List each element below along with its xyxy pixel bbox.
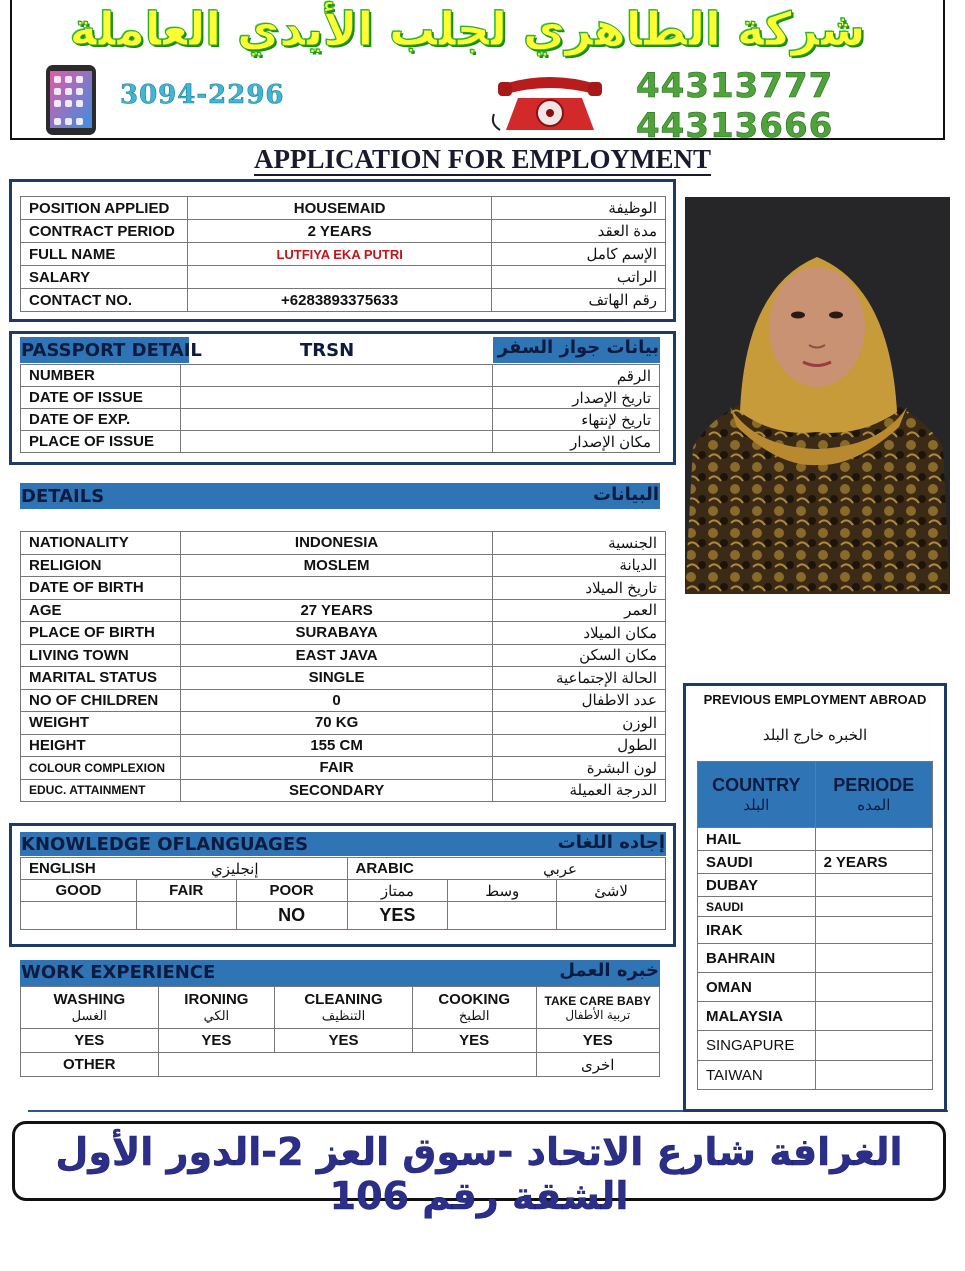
table-row [698,1031,933,1061]
children-label: NO OF CHILDREN [21,689,181,712]
passport-value: TRSN [300,340,355,361]
english-poor-value: NO [236,902,347,930]
company-name: شركة الطاهري لجلب الأيدي العاملة [69,2,866,56]
phone-number-1: 44313777 [636,66,834,106]
country-header [698,762,816,828]
table-row [21,431,660,453]
complexion-value: FAIR [180,757,492,780]
issue-date-label-ar: تاريخ الإصدار [493,387,660,409]
period-cell [815,828,932,851]
level-fair: FAIR [136,880,236,902]
nationality-label: NATIONALITY [21,532,181,555]
fullname-label: FULL NAME [21,243,188,266]
other-label-ar: اخرى [536,1053,660,1077]
table-row [21,757,666,780]
height-label-ar: الطول [493,734,666,757]
education-label-ar: الدرجة العميلة [493,779,666,802]
english-cell [21,858,348,880]
birthplace-label: PLACE OF BIRTH [21,622,181,645]
table-row [21,1029,660,1053]
languages-table [20,857,666,930]
children-label-ar: عدد الاطفال [493,689,666,712]
expiry-date-label: DATE OF EXP. [21,409,181,431]
cooking-label-ar: الطبخ [458,1008,490,1023]
footer-address: الغرافة شارع الاتحاد -سوق العز 2-الدور الأول الشقة رقم 106 [55,1130,903,1218]
living-town-value: EAST JAVA [180,644,492,667]
english-good-cell [21,902,137,930]
passport-number-label-ar: الرقم [493,365,660,387]
complexion-label: COLOUR COMPLEXION [21,757,181,780]
age-label-ar: العمر [493,599,666,622]
passport-number-label: NUMBER [21,365,181,387]
age-label: AGE [21,599,181,622]
period-cell [815,1061,932,1090]
passport-number-value [180,365,492,387]
table-row [698,1002,933,1031]
height-value: 155 CM [180,734,492,757]
country-cell: SAUDI [698,897,816,917]
nationality-value: INDONESIA [180,532,492,555]
arabic-excellent-value: YES [347,902,448,930]
mobile-phone-icon [44,64,98,140]
country-cell: OMAN [698,973,816,1002]
period-header [815,762,932,828]
level-medium-ar: وسط [448,880,557,902]
height-label: HEIGHT [21,734,181,757]
arabic-cell [347,858,666,880]
country-cell: DUBAY [698,874,816,897]
salary-label-ar: الراتب [492,266,666,289]
period-cell [815,917,932,944]
level-good: GOOD [21,880,137,902]
previous-title: PREVIOUS EMPLOYMENT ABROAD [703,692,927,707]
fullname-label-ar: الإسم كامل [492,243,666,266]
table-row [698,897,933,917]
table-row [21,622,666,645]
country-cell: IRAK [698,917,816,944]
dob-label-ar: تاريخ الميلاد [493,577,666,600]
previous-table [697,761,933,1090]
table-row [21,266,666,289]
previous-title-ar: الخبره خارج البلد [762,727,868,744]
contract-value: 2 YEARS [187,220,491,243]
other-label: OTHER [21,1053,159,1077]
table-row [21,365,660,387]
babycare-header [536,987,660,1029]
table-row [21,644,666,667]
application-table [20,196,666,312]
level-poor: POOR [236,880,347,902]
table-row [21,289,666,312]
position-value: HOUSEMAID [187,197,491,220]
form-title-text: APPLICATION FOR EMPLOYMENT [254,144,711,174]
table-row [698,944,933,973]
table-row [21,689,666,712]
table-row [21,1053,660,1077]
english-label-ar: إنجليزي [210,860,259,878]
cleaning-label-ar: التنظيف [321,1008,366,1023]
living-town-label: LIVING TOWN [21,644,181,667]
english-label: ENGLISH [29,859,96,877]
cooking-header [412,987,536,1029]
expiry-date-value [180,409,492,431]
arabic-label: ARABIC [355,859,414,877]
phone-number-2: 44313666 [636,106,834,146]
country-cell: TAIWAN [698,1061,816,1090]
passport-table [20,364,660,453]
work-title: WORK EXPERIENCE [21,962,216,983]
table-row [21,387,660,409]
babycare-label-ar: تربية الأطفال [565,1007,631,1022]
position-label-ar: الوظيفة [492,197,666,220]
marital-label: MARITAL STATUS [21,667,181,690]
salary-label: SALARY [21,266,188,289]
cleaning-header [275,987,413,1029]
issue-place-label-ar: مكان الإصدار [493,431,660,453]
dob-value [180,577,492,600]
marital-value: SINGLE [180,667,492,690]
work-table [20,986,660,1077]
ironing-label: IRONING [184,991,249,1008]
table-row [698,851,933,874]
education-value: SECONDARY [180,779,492,802]
details-title: DETAILS [21,486,105,507]
table-row [21,987,660,1029]
education-label: EDUC. ATTAINMENT [21,779,181,802]
period-cell [815,973,932,1002]
period-cell [815,1002,932,1031]
table-row [21,220,666,243]
passport-title-ar: بيانات جواز السفر [497,337,659,358]
level-excellent-ar: ممتاز [347,880,448,902]
fullname-value: LUTFIYA EKA PUTRI [187,243,491,266]
details-table [20,531,666,802]
table-row [698,828,933,851]
table-row [21,409,660,431]
birthplace-label-ar: مكان الميلاد [493,622,666,645]
contract-label: CONTRACT PERIOD [21,220,188,243]
country-cell: SAUDI [698,851,816,874]
children-value: 0 [180,689,492,712]
table-row [21,197,666,220]
table-row [698,762,933,828]
applicant-photo [685,197,950,594]
washing-label: WASHING [53,991,126,1008]
expiry-date-label-ar: تاريخ لإنتهاء [493,409,660,431]
nationality-label-ar: الجنسية [493,532,666,555]
english-fair-cell [136,902,236,930]
religion-label: RELIGION [21,554,181,577]
form-title [0,144,965,175]
issue-date-label: DATE OF ISSUE [21,387,181,409]
period-cell [815,944,932,973]
table-row [21,779,666,802]
passport-title: PASSPORT DETAIL [21,340,202,361]
table-row [21,532,666,555]
table-row [698,874,933,897]
table-row [21,712,666,735]
table-row [698,1061,933,1090]
country-cell: BAHRAIN [698,944,816,973]
table-row [21,577,666,600]
ironing-value: YES [158,1029,275,1053]
table-row [698,917,933,944]
work-title-ar: خبره العمل [559,960,659,981]
washing-value: YES [21,1029,159,1053]
country-header-label-ar: البلد [743,797,770,814]
babycare-value: YES [536,1029,660,1053]
table-row [21,734,666,757]
table-row [21,667,666,690]
issue-place-value [180,431,492,453]
weight-value: 70 KG [180,712,492,735]
period-cell [815,874,932,897]
cleaning-value: YES [275,1029,413,1053]
position-label: POSITION APPLIED [21,197,188,220]
birthplace-value: SURABAYA [180,622,492,645]
languages-title-ar: إجاده اللغات [557,832,665,853]
country-cell: MALAYSIA [698,1002,816,1031]
living-town-label-ar: مكان السكن [493,644,666,667]
details-title-ar: البيانات [593,484,659,505]
telephone-icon [490,74,610,138]
period-cell [815,897,932,917]
period-cell: 2 YEARS [815,851,932,874]
country-cell: HAIL [698,828,816,851]
period-header-label: PERIODE [833,775,915,795]
washing-header [21,987,159,1029]
arabic-none-cell [557,902,666,930]
level-none-ar: لاشئ [557,880,666,902]
weight-label-ar: الوزن [493,712,666,735]
languages-title: KNOWLEDGE OFLANGUAGES [21,834,309,855]
table-row [21,554,666,577]
country-header-label: COUNTRY [712,775,801,795]
contact-label: CONTACT NO. [21,289,188,312]
contract-label-ar: مدة العقد [492,220,666,243]
issue-date-value [180,387,492,409]
complexion-label-ar: لون البشرة [493,757,666,780]
babycare-label: TAKE CARE BABY [544,993,651,1008]
washing-label-ar: الغسل [71,1008,107,1023]
cooking-value: YES [412,1029,536,1053]
country-cell: SINGAPURE [698,1031,816,1061]
period-header-label-ar: المده [857,797,891,814]
other-value [158,1053,536,1077]
table-row [698,973,933,1002]
issue-place-label: PLACE OF ISSUE [21,431,181,453]
ironing-label-ar: الكي [203,1008,230,1023]
table-row [21,858,666,880]
period-cell [815,1031,932,1061]
contact-value: +6283893375633 [187,289,491,312]
table-row [21,243,666,266]
marital-label-ar: الحالة الإجتماعية [493,667,666,690]
religion-label-ar: الديانة [493,554,666,577]
age-value: 27 YEARS [180,599,492,622]
contact-label-ar: رقم الهاتف [492,289,666,312]
weight-label: WEIGHT [21,712,181,735]
mobile-number: 3094-2296 [120,80,285,110]
table-row [21,599,666,622]
cleaning-label: CLEANING [304,991,383,1008]
table-row [21,880,666,902]
dob-label: DATE OF BIRTH [21,577,181,600]
religion-value: MOSLEM [180,554,492,577]
arabic-label-ar: عربي [543,860,577,878]
ironing-header [158,987,275,1029]
table-row [21,902,666,930]
cooking-label: COOKING [438,991,510,1008]
arabic-medium-cell [448,902,557,930]
salary-value [187,266,491,289]
